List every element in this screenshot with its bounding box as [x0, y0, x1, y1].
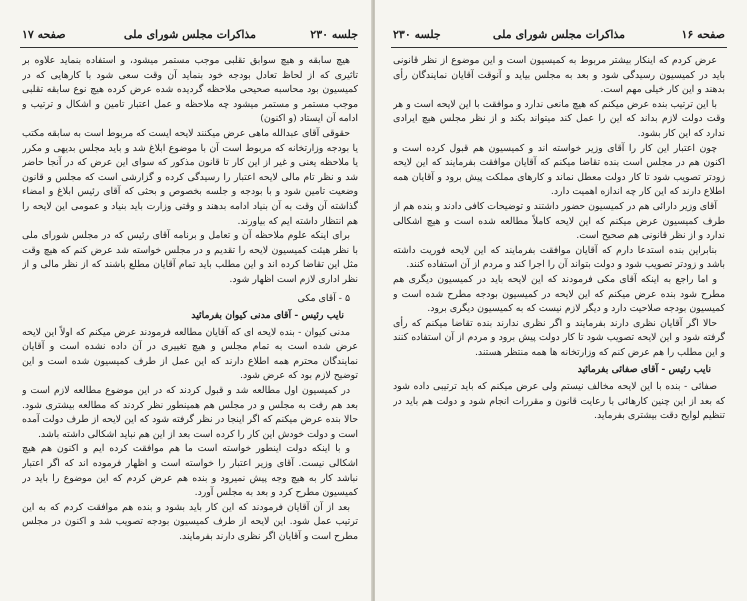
right-page [375, 0, 747, 601]
right-session-number: جلسه ۲۳۰ [393, 28, 441, 41]
paragraph: چون اعتبار این کار را آقای وزیر خواسته اند و کمیسیون هم قبول کرده است و اکنون هم در مجلس است بنده تقاضا میکنم که آقایان موافقت بفرمایند که این لایحه زودتر تصویب شود تا کار دولت معطل نماند و کارهای مملکت پیش برود و آقایان همه اطلاع دارند که این کار چه اندازه اهمیت دارد. [393, 142, 725, 198]
paragraph: حقوقی آقای عبدالله ماهی عرض میکنند لایحه ایست که مربوط است به سابقه مکتب یا بودجه وزارتخانه که مربوط است آن با موضوع ابلاغ شد و باید مجلس بدیهی و مکرر یا ملاحظه یعنی و غیر از این کار تا قانون مذکور که سوای این عرض که در آنجا حاضر شد و نظر تام مالی لایحه اعتبار را رسیدگی کرده و گزارشی است که مجلس و قانون وضعیت تامین شود و با بودجه و جلسه بخصوص و بحثی که آقای رئیس ابلاغ و امضاء گذاشته آن وقت به آن بنیاد ادامه بدهند و وقتی وزارت باید بنیاد و عمومی این لایحه را هم انتظار داشته ایم که بیاورند. [22, 127, 358, 227]
paragraph: عرض کردم که اینکار بیشتر مربوط به کمیسیون است و این موضوع از نظر قانونی باید در کمیسیون رسیدگی شود و بعد به مجلس بیاید و آنوقت آقایان نمایندگان رأی بدهند و این کار خیلی مهم است. [393, 55, 725, 96]
left-page [0, 0, 372, 601]
paragraph: با این ترتیب بنده عرض میکنم که هیچ مانعی ندارد و موافقت با این لایحه است و هر وقت دولت لازم بداند که این را عمل کند میتواند بکند و از نظر مجلس هیچ ایرادی ندارد که این کار بشود. [393, 98, 725, 139]
paragraph: و اما راجع به اینکه آقای مکی فرمودند که این لایحه باید در کمیسیون دیگری هم مطرح شود بنده عرض میکنم که این لایحه در کمیسیون بودجه مطرح شده است و کمیسیون بودجه صلاحیت دارد و دیگر لازم نیست که به کمیسیون دیگری برود. [393, 273, 725, 315]
right-page-number: صفحه ۱۶ [681, 28, 725, 41]
paragraph: هیچ سابقه و هیچ سوابق تقلبی موجب مستمر میشود، و استفاده بنماید علاوه بر تاثیری که از لحاظ تعادل بودجه خود بنماید آن وقت سعی شود با کارهایی که در کمیسیون بود محاسبه صحیحی ملاحظه گردیده شده عرض کرده هیچ نوع سابقه تقلبی موجب مستمر و مستمر میشود چه ملاحظه و عمل اعتبار تامین و اشکال و ترتیب و ادامه آن ایستاد (و اکنون) [22, 55, 358, 125]
paragraph: بعد از آن آقایان فرمودند که این کار باید بشود و بنده هم موافقت کردم که به این ترتیب عمل شود. این لایحه از طرف کمیسیون بودجه تصویب شد و اکنون در مجلس مطرح است و آقایان اگر نظری دارند بفرمایند. [22, 501, 358, 542]
right-header-rule [391, 47, 727, 48]
speaker-heading: نایب رئیس - آقای صفائی بفرمائید [577, 364, 711, 376]
paragraph: مدنی کیوان - بنده لایحه ای که آقایان مطالعه فرمودند عرض میکنم که اولاً این لایحه عرض شده است به تمام مجلس و هیچ تغییری در آن داده نشده است و آقایان نمایندگان محترم همه اطلاع دارند که این عمل از طرف کمیسیون شده است و این توضیح لازم بود که عرض شود. [22, 326, 358, 382]
paragraph: ۵ - آقای مکی [297, 292, 350, 304]
left-running-title: مذاکرات مجلس شورای ملی [123, 28, 257, 41]
right-running-title: مذاکرات مجلس شورای ملی [492, 28, 626, 41]
paragraph: حالا اگر آقایان نظری دارند بفرمایند و اگر نظری ندارند بنده تقاضا میکنم که رأی گرفته شود و این لایحه تصویب شود تا کار دولت پیش برود و مردم از آن استفاده کنند و این مطلب را هم عرض کنم که وزارتخانه ها همه منتظر هستند. [393, 317, 725, 358]
left-session-number: جلسه ۲۳۰ [310, 28, 358, 41]
paragraph: و با اینکه دولت اینطور خواسته است ما هم موافقت کرده ایم و اکنون هم هیچ اشکالی نیست. آقای وزیر اعتبار را خواسته است و اظهار فرموده اند که اگر اعتبار نباشد کار به هیچ وجه پیش نمیرود و بنده هم عرض کردم که این موضوع را باید در کمیسیون مطرح کرد و بعد به مجلس آورد. [22, 443, 358, 499]
paragraph: بنابراین بنده استدعا دارم که آقایان موافقت بفرمایند که این لایحه فوریت داشته باشد و زودتر تصویب شود و دولت بتواند آن را اجرا کند و مردم از آن استفاده کنند. [393, 244, 725, 271]
paragraph: آقای وزیر دارائی هم در کمیسیون حضور داشتند و توضیحات کافی دادند و بنده هم از طرف کمیسیون عرض میکنم که این لایحه کاملاً مطالعه شده است و هیچ اشکالی ندارد و از نظر قانونی هم صحیح است. [393, 200, 725, 242]
right-page-header [393, 28, 725, 46]
right-page-body [393, 54, 725, 591]
paragraph: صفائی - بنده با این لایحه مخالف نیستم ولی عرض میکنم که باید ترتیبی داده شود که بعد از این چنین کارهائی با رعایت قانون و مقررات انجام شود و دولت هم باید در تنظیم لوایح دقت بیشتری بفرماید. [393, 381, 725, 422]
left-page-body [22, 54, 358, 591]
paragraph: برای اینکه علوم ملاحظه آن و تعامل و برنامه آقای رئیس که در مجلس شورای ملی با نظر هیئت کمیسیون لایحه را تقدیم و در مجلس خواسته شد عرض کنم که هیچ وقت مثل این تقاضا کرده اند و این مطلب باید تمام آقایان مطلع باشند که از نظر مالی و از نظر ادارى لازم است اظهار شود. [22, 230, 358, 285]
speaker-heading: نایب رئیس - آقای مدنی کیوان بفرمائید [191, 310, 344, 322]
left-page-number: صفحه ۱۷ [22, 28, 66, 41]
left-header-rule [20, 47, 358, 48]
left-page-header [22, 28, 358, 46]
paragraph: در کمیسیون اول مطالعه شد و قبول کردند که در این موضوع مطالعه لازم است و بعد هم رفت به مجلس و در مجلس هم همینطور نظر کردند که مطالعه بیشتری شود. حالا بنده عرض میکنم که اگر اینجا در نظر گرفته شود که این لایحه از طرف دولت آمده است و دولت خودش این کار را کرده است بعد از این هم نباید اشکالی داشته باشد. [22, 385, 358, 440]
